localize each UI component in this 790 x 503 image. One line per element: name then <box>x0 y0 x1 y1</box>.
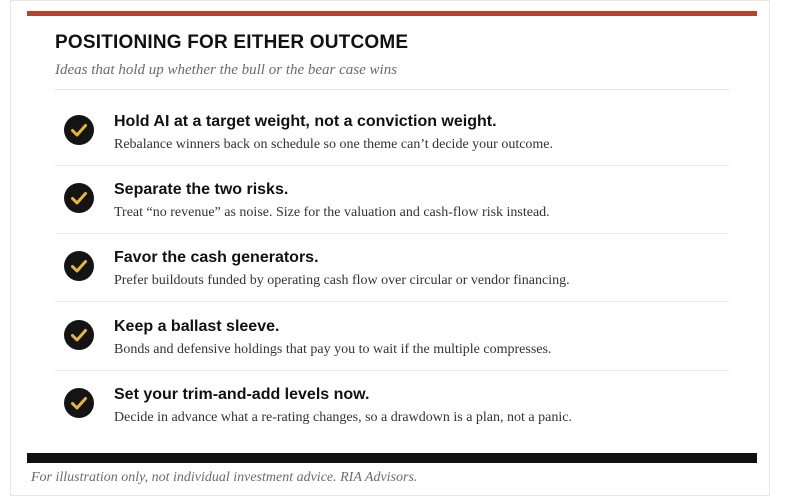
item-title: Favor the cash generators. <box>114 249 319 266</box>
footnote: For illustration only, not individual investment advice. RIA Advisors. <box>31 470 418 485</box>
item-title: Set your trim-and-add levels now. <box>114 386 370 403</box>
list-item <box>55 234 729 302</box>
list-item <box>55 371 729 439</box>
row-divider <box>55 301 729 302</box>
checkmark-icon <box>64 115 94 145</box>
card-subtitle: Ideas that hold up whether the bull or the bear case wins <box>55 62 398 78</box>
checkmark-icon <box>64 251 94 281</box>
item-description: Treat “no revenue” as noise. Size for the valuation and cash-flow risk instead. <box>114 205 550 220</box>
item-title: Hold AI at a target weight, not a conviction weight. <box>114 113 497 130</box>
item-description: Rebalance winners back on schedule so one theme can’t decide your outcome. <box>114 137 554 152</box>
header-divider <box>55 89 729 90</box>
list-item <box>55 98 729 166</box>
list-item <box>55 303 729 371</box>
card-title: POSITIONING FOR EITHER OUTCOME <box>55 32 409 53</box>
checkmark-icon <box>64 388 94 418</box>
bottom-rule <box>27 453 757 463</box>
item-description: Bonds and defensive holdings that pay you to wait if the multiple compresses. <box>114 342 552 357</box>
list-item <box>55 166 729 234</box>
accent-top-rule <box>27 11 757 16</box>
item-title: Separate the two risks. <box>114 181 289 198</box>
item-description: Prefer buildouts funded by operating cash flow over circular or vendor financing. <box>114 273 570 288</box>
checkmark-icon <box>64 183 94 213</box>
positioning-card <box>10 0 770 496</box>
item-title: Keep a ballast sleeve. <box>114 318 280 335</box>
item-description: Decide in advance what a re-rating changes, so a drawdown is a plan, not a panic. <box>114 410 572 425</box>
checkmark-icon <box>64 320 94 350</box>
